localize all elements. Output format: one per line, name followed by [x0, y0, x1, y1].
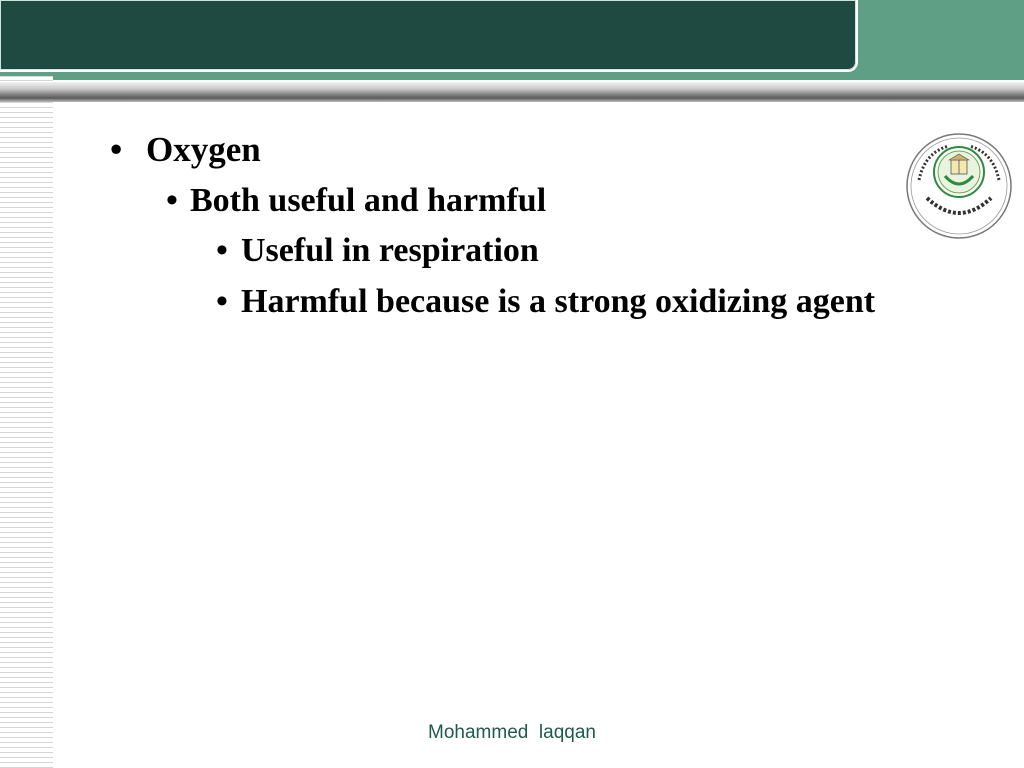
bullet-text: Both useful and harmful: [190, 181, 547, 219]
header-divider-bar: [0, 82, 1024, 102]
bullet-level3: [110, 281, 901, 324]
bullet-text: Harmful because is a strong oxidizing agent: [241, 282, 876, 320]
side-stripes-decoration: [0, 102, 53, 768]
bullet-text: Oxygen: [146, 130, 261, 169]
title-bar: [0, 0, 858, 72]
university-logo: [905, 132, 1013, 240]
slide-content: [110, 128, 900, 331]
bullet-dot: •: [216, 232, 228, 270]
bullet-text: Useful in respiration: [241, 232, 539, 270]
bullet-dot: •: [110, 130, 123, 169]
bullet-level2: [110, 180, 900, 223]
bullet-dot: •: [216, 282, 228, 320]
bullet-level1: [110, 128, 900, 172]
bullet-dot: •: [166, 181, 178, 219]
footer-author: Mohammed laqqan: [428, 722, 596, 743]
bullet-level3: [110, 230, 900, 273]
